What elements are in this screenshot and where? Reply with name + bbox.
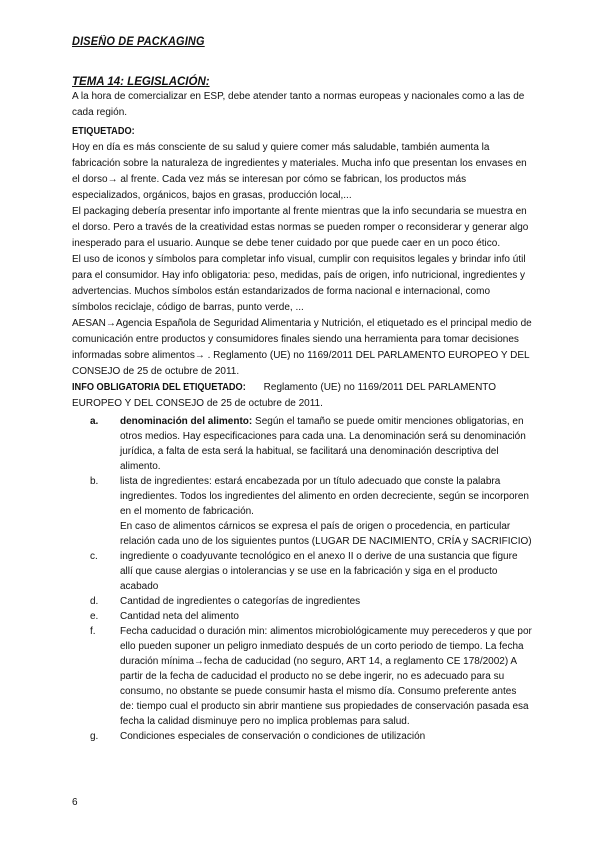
- paragraph-salud: Hoy en día es más consciente de su salud y quiere comer más saludable, también aumenta la fabricación sobre la naturaleza de ingredientes y materiales. Mucha info que presentan los envases en el dorso→ al frente. Cada vez más se interesan por cómo se fabrican, los productos más especializados, orgánicos, bajos en grasas, producción local,...: [72, 142, 527, 201]
- list-item: [90, 414, 532, 474]
- obligatoria-text: Reglamento (UE) no 1169/2011 DEL PARLAMENTO EUROPEO Y DEL CONSEJO de 25 de octubre de 2011.: [72, 382, 497, 409]
- item-text: Según el tamaño se puede omitir menciones obligatorias, en otros medios. Hay especificaciones para cada una. La denominación será su denominación jurídica, a falta de esta será la habitual, se facilitará una denominación descriptiva del alimento.: [120, 416, 526, 472]
- list-marker: f.: [90, 626, 96, 637]
- obligatoria-paragraph: [72, 380, 532, 412]
- document-page: [72, 36, 532, 744]
- list-item: [90, 474, 532, 549]
- page-number: 6: [72, 797, 78, 808]
- intro-paragraph: A la hora de comercializar en ESP, debe atender tanto a normas europeas y nacionales como a las de cada región.: [72, 91, 525, 118]
- list-item: [90, 594, 532, 609]
- list-marker: e.: [90, 611, 99, 622]
- list-item: [90, 609, 532, 624]
- item-text: Cantidad neta del alimento: [120, 611, 239, 622]
- list-marker: c.: [90, 551, 98, 562]
- list-marker: g.: [90, 731, 99, 742]
- item-text: Fecha caducidad o duración min: alimentos microbiológicamente muy perecederos y que por ello pueden suponer un peligro inmediato después de un corto periodo de tiempo. La fecha duración mínima→fecha de caducidad (no seguro, ART 14, a reglamento CE 178/2002) A partir de la fecha de caducidad el producto no se debe ingerir, no es adecuado para su consumo, no obstante se puede consumir hasta el mismo día. Consumo preferente antes de: tiempo cual el producto sin abrir mantiene sus propiedades de conservación pasada esa fecha la calidad disminuye pero no implica problemas para salud.: [120, 626, 532, 727]
- list-marker: a.: [90, 416, 99, 427]
- paragraph-packaging: El packaging debería presentar info importante al frente mientras que la info secundaria se muestra en el dorso. Pero a través de la creatividad estas normas se pueden romper o reconsiderar y generar algo inesperado para el usuario. Aunque se debe tener cuidado por que puede caer en un poco ético.: [72, 206, 529, 249]
- paragraph-aesan: AESAN→Agencia Española de Seguridad Alimentaria y Nutrición, el etiquetado es el principal medio de comunicación entre productos y consumidores finales siendo una herramienta para tomar decisiones informadas sobre alimentos→ . Reglamento (UE) no 1169/2011 DEL PARLAMENTO EUROPEO Y DEL CONSEJO de 25 de octubre de 2011.: [72, 318, 532, 377]
- etiquetado-label: ETIQUETADO:: [72, 126, 135, 137]
- document-title: DISEÑO DE PACKAGING: [72, 36, 205, 48]
- list-marker: d.: [90, 596, 99, 607]
- item-text: Cantidad de ingredientes o categorías de ingredientes: [120, 596, 361, 607]
- list-item: [90, 729, 532, 744]
- item-text: Condiciones especiales de conservación o condiciones de utilización: [120, 731, 426, 742]
- item-extra-text: En caso de alimentos cárnicos se expresa el país de origen o procedencia, en particular relación cada uno de los siguientes puntos (LUGAR DE NACIMIENTO, CRÍA y SACRIFICIO): [120, 521, 532, 547]
- list-marker: b.: [90, 476, 99, 487]
- list-item: [90, 549, 532, 594]
- obligatoria-label: INFO OBLIGATORIA DEL ETIQUETADO:: [72, 382, 246, 393]
- item-text: ingrediente o coadyuvante tecnológico en el anexo II o derive de una sustancia que figure allí que cause alergias o intolerancias y se use en la fabricación y siga en el producto acabado: [120, 551, 518, 592]
- item-bold-term: denominación del alimento:: [120, 416, 253, 427]
- section-heading: TEMA 14: LEGISLACIÓN:: [72, 76, 210, 88]
- list-item: [90, 624, 532, 729]
- item-text: lista de ingredientes: estará encabezada por un título adecuado que conste la palabra ingredientes. Todos los ingredientes del alimento en orden decreciente, según se incorporen en el momento de fabricación.: [120, 476, 529, 517]
- obligatory-info-list: [72, 414, 532, 744]
- paragraph-iconos: El uso de iconos y símbolos para completar info visual, cumplir con requisitos legales y brindar info útil para el consumidor. Hay info obligatoria: peso, medidas, país de origen, info nutricional, ingredientes y advertencias. Muchos símbolos están estandarizados de forma nacional e internacional, como símbolos reciclaje, código de barras, punto verde, ...: [72, 254, 526, 313]
